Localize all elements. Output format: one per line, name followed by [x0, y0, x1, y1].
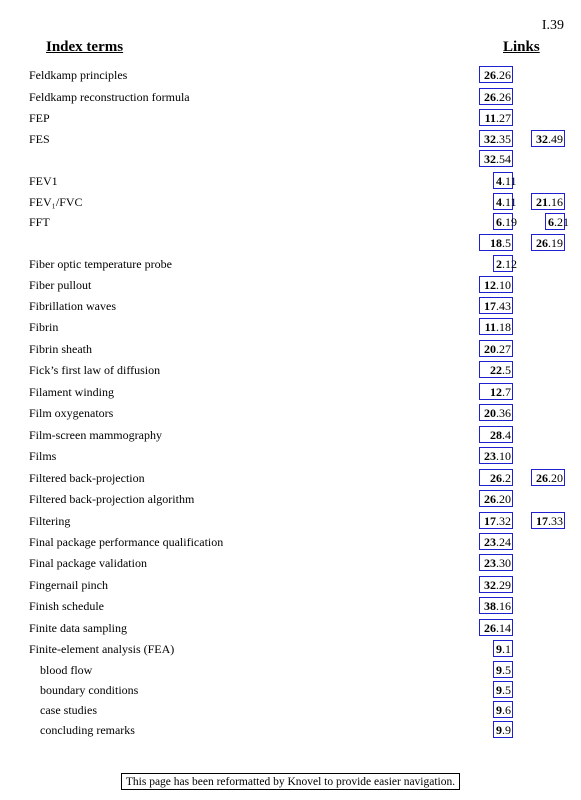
index-term: Feldkamp reconstruction formula — [29, 90, 190, 104]
page-link[interactable] — [493, 213, 517, 230]
link-chapter: 12 — [490, 385, 502, 399]
index-term: Finite data sampling — [29, 621, 127, 635]
index-entry — [0, 109, 581, 129]
page-link[interactable] — [493, 681, 513, 698]
link-page: .26 — [496, 68, 511, 82]
link-chapter: 2 — [496, 257, 502, 271]
index-entry — [0, 150, 581, 170]
index-term: case studies — [40, 703, 97, 717]
index-term: Fick’s first law of diffusion — [29, 363, 161, 377]
index-entry — [0, 66, 581, 86]
link-chapter: 26 — [484, 90, 496, 104]
page-link[interactable] — [531, 130, 565, 147]
index-term: Fiber pullout — [29, 278, 92, 292]
page-link[interactable] — [479, 597, 513, 614]
link-page: .7 — [502, 385, 511, 399]
index-term: Filtering — [29, 514, 71, 528]
index-entry — [0, 297, 581, 317]
index-entry — [0, 512, 581, 532]
link-page: .21 — [554, 215, 569, 229]
link-page: .10 — [496, 449, 511, 463]
index-term: FEV1 — [29, 174, 58, 188]
index-term: Final package performance qualification — [29, 535, 224, 549]
link-chapter: 9 — [496, 723, 502, 737]
link-chapter: 23 — [484, 535, 496, 549]
link-chapter: 23 — [484, 449, 496, 463]
link-chapter: 26 — [536, 236, 548, 250]
page-link[interactable] — [493, 255, 517, 272]
link-page: .20 — [548, 471, 563, 485]
index-term: boundary conditions — [40, 683, 139, 697]
link-page: .5 — [502, 363, 511, 377]
index-entry — [0, 576, 581, 596]
page-link[interactable] — [531, 234, 565, 251]
link-page: .54 — [496, 152, 511, 166]
link-page: .35 — [496, 132, 511, 146]
link-page: .26 — [496, 90, 511, 104]
link-page: .10 — [496, 278, 511, 292]
index-term: Final package validation — [29, 556, 147, 570]
index-term: Fibrillation waves — [29, 299, 116, 313]
page-link[interactable] — [493, 172, 517, 189]
index-entry — [0, 490, 581, 510]
link-page: .5 — [502, 683, 511, 697]
link-chapter: 26 — [484, 68, 496, 82]
link-page: .36 — [496, 406, 511, 420]
index-term: Filtered back-projection — [29, 471, 145, 485]
link-chapter: 26 — [490, 471, 502, 485]
link-page: .30 — [496, 556, 511, 570]
index-term: concluding remarks — [40, 723, 135, 737]
link-page: .16 — [496, 599, 511, 613]
link-page: .19 — [502, 215, 517, 229]
link-page: .18 — [496, 320, 511, 334]
index-entry — [0, 619, 581, 639]
index-entry — [0, 213, 581, 233]
link-chapter: 32 — [484, 578, 496, 592]
page-link[interactable] — [479, 426, 513, 443]
index-term: Feldkamp principles — [29, 68, 128, 82]
index-term: FFT — [29, 215, 50, 229]
page-link[interactable] — [479, 150, 513, 167]
index-entry — [0, 255, 581, 275]
link-chapter: 17 — [484, 299, 496, 313]
index-entry — [0, 130, 581, 150]
index-term: Fingernail pinch — [29, 578, 108, 592]
link-chapter: 26 — [536, 471, 548, 485]
page-link[interactable] — [479, 361, 513, 378]
index-entry — [0, 721, 581, 741]
index-entry — [0, 404, 581, 424]
link-page: .20 — [496, 492, 511, 506]
index-entry — [0, 597, 581, 617]
page-link[interactable] — [479, 88, 513, 105]
page-link[interactable] — [479, 490, 513, 507]
link-chapter: 32 — [536, 132, 548, 146]
index-term: Filament winding — [29, 385, 114, 399]
link-chapter: 18 — [490, 236, 502, 250]
index-term: FEV₁/FVC — [29, 195, 83, 209]
page-link[interactable] — [493, 701, 513, 718]
index-term: blood flow — [40, 663, 93, 677]
page-link[interactable] — [479, 619, 513, 636]
link-chapter: 28 — [490, 428, 502, 442]
page-link[interactable] — [545, 213, 569, 230]
link-page: .14 — [496, 621, 511, 635]
page-link[interactable] — [493, 661, 513, 678]
page-link[interactable] — [479, 297, 513, 314]
link-chapter: 9 — [496, 642, 502, 656]
link-page: .1 — [502, 642, 511, 656]
index-term: Films — [29, 449, 57, 463]
page-link[interactable] — [479, 130, 513, 147]
index-term: Film-screen mammography — [29, 428, 162, 442]
page-link[interactable] — [479, 340, 513, 357]
link-page: .27 — [496, 111, 511, 125]
index-entry — [0, 533, 581, 553]
index-entry — [0, 554, 581, 574]
link-chapter: 17 — [484, 514, 496, 528]
link-chapter: 32 — [484, 132, 496, 146]
page-link[interactable] — [479, 66, 513, 83]
index-entry — [0, 172, 581, 192]
page-link[interactable] — [479, 404, 513, 421]
index-term: Film oxygenators — [29, 406, 114, 420]
link-chapter: 11 — [484, 320, 496, 334]
link-page: .11 — [502, 174, 517, 188]
link-page: .43 — [496, 299, 511, 313]
link-page: .2 — [502, 471, 511, 485]
link-chapter: 17 — [536, 514, 548, 528]
link-page: .49 — [548, 132, 563, 146]
index-entry — [0, 88, 581, 108]
index-term: Fiber optic temperature probe — [29, 257, 172, 271]
link-page: .27 — [496, 342, 511, 356]
link-chapter: 26 — [484, 621, 496, 635]
page-link[interactable] — [479, 512, 513, 529]
link-chapter: 9 — [496, 703, 502, 717]
index-entry — [0, 701, 581, 721]
page-link[interactable] — [479, 276, 513, 293]
page-link[interactable] — [531, 512, 565, 529]
index-entry — [0, 340, 581, 360]
index-entry — [0, 469, 581, 489]
link-chapter: 21 — [536, 195, 548, 209]
link-page: .5 — [502, 236, 511, 250]
link-page: .4 — [502, 428, 511, 442]
page-link[interactable] — [493, 640, 513, 657]
page-link[interactable] — [479, 234, 513, 251]
index-terms-header: Index terms — [46, 39, 124, 55]
link-page: .5 — [502, 663, 511, 677]
page-link[interactable] — [493, 193, 517, 210]
page-link[interactable] — [531, 193, 565, 210]
link-chapter: 38 — [484, 599, 496, 613]
index-entry — [0, 383, 581, 403]
link-chapter: 9 — [496, 683, 502, 697]
index-term: Filtered back-projection algorithm — [29, 492, 195, 506]
knovel-footer-notice: This page has been reformatted by Knovel to provide easier navigation. — [121, 773, 460, 790]
page-link[interactable] — [531, 469, 565, 486]
link-page: .24 — [496, 535, 511, 549]
link-page: .19 — [548, 236, 563, 250]
link-chapter: 4 — [496, 174, 502, 188]
page-link[interactable] — [479, 469, 513, 486]
page-link[interactable] — [479, 447, 513, 464]
link-page: .16 — [548, 195, 563, 209]
index-entry — [0, 426, 581, 446]
link-chapter: 22 — [490, 363, 502, 377]
page-link[interactable] — [493, 721, 513, 738]
page-link[interactable] — [479, 318, 513, 335]
link-chapter: 9 — [496, 663, 502, 677]
index-entry — [0, 361, 581, 381]
index-term: Fibrin sheath — [29, 342, 92, 356]
link-page: .6 — [502, 703, 511, 717]
index-entry — [0, 447, 581, 467]
index-term: Finish schedule — [29, 599, 104, 613]
link-page: .9 — [502, 723, 511, 737]
page-link[interactable] — [479, 109, 513, 126]
link-chapter: 20 — [484, 342, 496, 356]
page-link[interactable] — [479, 383, 513, 400]
index-entry — [0, 661, 581, 681]
index-entry — [0, 276, 581, 296]
index-term: FES — [29, 132, 50, 146]
link-chapter: 32 — [484, 152, 496, 166]
link-chapter: 4 — [496, 195, 502, 209]
link-chapter: 26 — [484, 492, 496, 506]
page-number: I.39 — [541, 18, 564, 33]
page-link[interactable] — [479, 554, 513, 571]
link-chapter: 20 — [484, 406, 496, 420]
link-page: .11 — [502, 195, 517, 209]
link-page: .12 — [502, 257, 517, 271]
links-header: Links — [503, 39, 540, 55]
link-chapter: 12 — [484, 278, 496, 292]
link-chapter: 6 — [496, 215, 502, 229]
link-page: .29 — [496, 578, 511, 592]
link-page: .32 — [496, 514, 511, 528]
link-page: .33 — [548, 514, 563, 528]
index-entry — [0, 640, 581, 660]
index-term: FEP — [29, 111, 50, 125]
index-entry — [0, 234, 581, 254]
link-chapter: 11 — [484, 111, 496, 125]
index-entry — [0, 318, 581, 338]
index-entry — [0, 193, 581, 213]
link-chapter: 23 — [484, 556, 496, 570]
page-link[interactable] — [479, 576, 513, 593]
link-chapter: 6 — [548, 215, 554, 229]
index-term: Finite-element analysis (FEA) — [29, 642, 175, 656]
index-entry — [0, 681, 581, 701]
page-link[interactable] — [479, 533, 513, 550]
index-term: Fibrin — [29, 320, 59, 334]
